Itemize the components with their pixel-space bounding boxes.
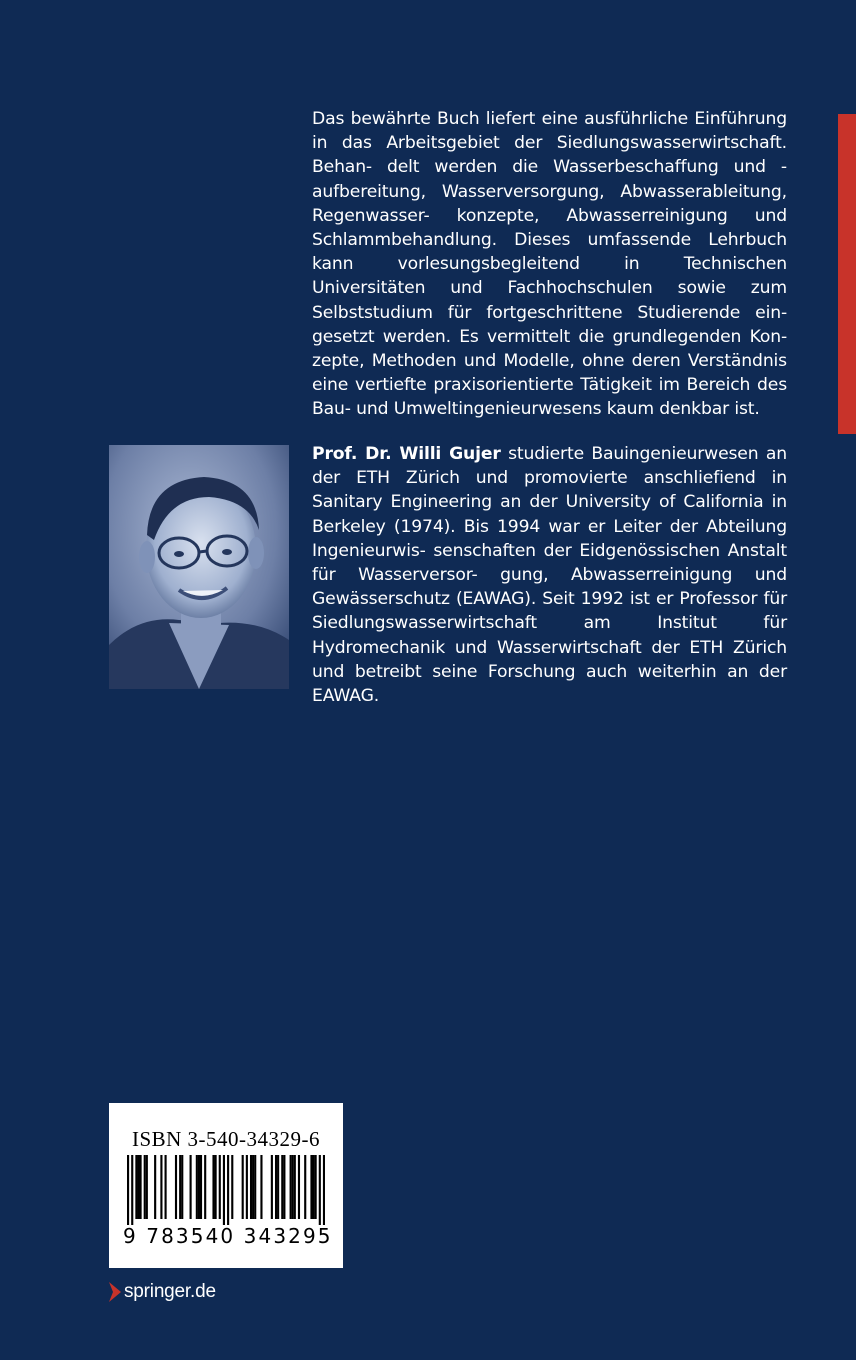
barcode-bar: [271, 1155, 273, 1219]
barcode-bar: [246, 1155, 248, 1219]
barcode-bar: [127, 1155, 129, 1225]
barcode-bar: [146, 1155, 148, 1219]
barcode-bar: [212, 1155, 214, 1219]
barcode-bar: [137, 1155, 139, 1219]
barcode-bar: [190, 1155, 192, 1219]
barcode-bar: [315, 1155, 317, 1219]
barcode-bar: [179, 1155, 181, 1219]
barcode-bar: [281, 1155, 283, 1219]
barcode-bar: [242, 1155, 244, 1219]
barcode-bar: [219, 1155, 221, 1219]
barcode-bar: [231, 1155, 233, 1219]
barcode-bar: [254, 1155, 256, 1219]
barcode-bar: [215, 1155, 217, 1219]
barcode-bar: [290, 1155, 292, 1219]
barcode-bar: [260, 1155, 262, 1219]
barcode-bar: [200, 1155, 202, 1219]
publisher-name: springer.de: [124, 1281, 216, 1302]
author-name: Prof. Dr. Willi Gujer: [312, 444, 501, 464]
author-portrait: [109, 445, 289, 689]
barcode-bar: [277, 1155, 279, 1219]
publisher-logo[interactable]: [108, 1278, 216, 1306]
barcode-bar: [312, 1155, 314, 1219]
barcode-bar: [154, 1155, 156, 1219]
barcode-bar: [304, 1155, 306, 1219]
barcode-bar: [160, 1155, 162, 1219]
barcode-bar: [204, 1155, 206, 1219]
barcode-bar: [131, 1155, 133, 1225]
barcode-bar: [319, 1155, 321, 1225]
isbn-label: ISBN 3-540-34329-6: [131, 1127, 321, 1151]
isbn-barcode: [109, 1103, 343, 1268]
springer-arrow-icon: [108, 1281, 122, 1303]
description-text: Das bewährte Buch liefert eine ausführliche Einführung in das Arbeitsgebiet der Siedlungswasserwirtschaft. Behan- delt werden die Wasserbeschaffung und -aufbereitung, Wasserversorgung, Abwasserableitung, Regenwasser- konzepte, Abwasserreinigung und Schlammbehandlung. Dieses umfassende Lehrbuch kann vorlesungsbegleitend in Technischen Universitäten und Fachhochschulen sowie zum Selbststudium für fortgeschrittene Studierende ein- gesetzt werden. Es vermittelt die grundlegenden Kon- zepte, Methoden und Modelle, ohne deren Verständnis eine vertiefte praxisorientierte Tätigkeit im Bereich des Bau- und Umweltingenieurwesens kaum denkbar ist.: [312, 109, 787, 420]
barcode-bar: [250, 1155, 252, 1219]
barcode-bar: [198, 1155, 200, 1219]
barcode-bar: [140, 1155, 142, 1219]
barcode-bar: [292, 1155, 294, 1219]
barcode-bar: [252, 1155, 254, 1219]
barcode-bar: [283, 1155, 285, 1219]
barcode-bar: [323, 1155, 325, 1225]
barcode-bar: [298, 1155, 300, 1219]
barcode-bar: [135, 1155, 137, 1219]
barcode-bar: [223, 1155, 225, 1225]
barcode-bar: [144, 1155, 146, 1219]
barcode-bar: [165, 1155, 167, 1219]
barcode-bar: [196, 1155, 198, 1219]
book-description: [312, 107, 787, 422]
ean-digits: 9 783540 343295: [123, 1224, 333, 1248]
barcode-bar: [310, 1155, 312, 1219]
barcode-bar: [175, 1155, 177, 1219]
author-bio: [312, 442, 787, 708]
barcode-bar: [181, 1155, 183, 1219]
barcode-bars: [127, 1155, 325, 1225]
barcode-bar: [275, 1155, 277, 1219]
barcode-bar: [227, 1155, 229, 1225]
barcode-bar: [294, 1155, 296, 1219]
author-bio-text: studierte Bauingenieurwesen an der ETH Zürich und promovierte anschliefiend in Sanitary Engineering an der University of California in Berkeley (1974). Bis 1994 war er Leiter der Abteilung Ingenieurwis- senschaften der Eidgenössischen Anstalt für Wasserversor- gung, Abwasserreinigung und Gewässerschutz (EAWAG). Seit 1992 ist er Professor für Siedlungswasserwirtschaft am Institut für Hydromechanik und Wasserwirtschaft der ETH Zürich und betreibt seine Forschung auch weiterhin an der EAWAG.: [312, 444, 787, 707]
accent-stripe: [838, 114, 856, 434]
